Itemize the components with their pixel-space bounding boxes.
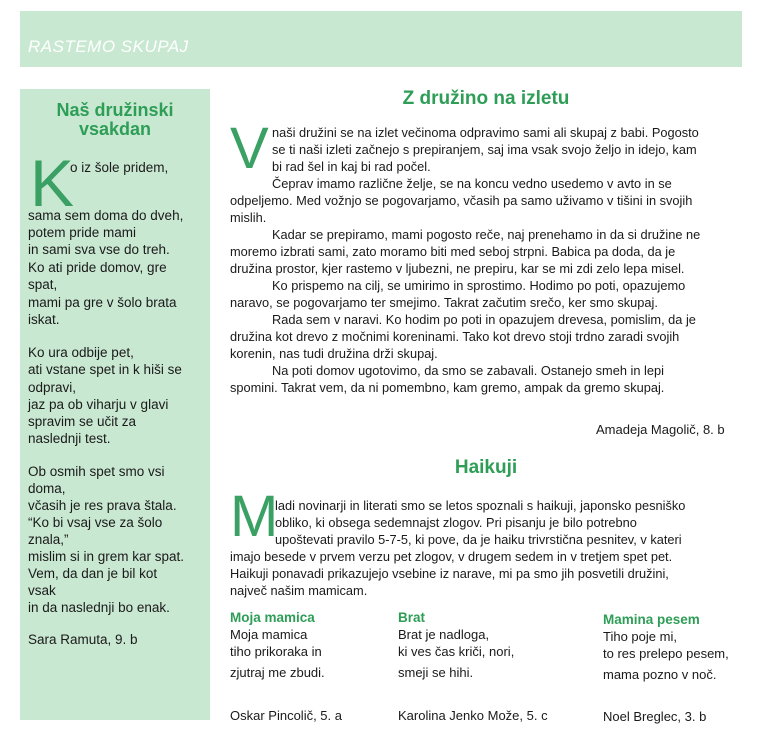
poem-line: Ko ati pride domov, gre — [28, 260, 167, 275]
article-line: Ko prispemo na cilj, se umirimo in sprostimo. Hodimo po poti, opazujemo — [272, 278, 686, 293]
article-line: naravo, se pogovarjamo ter smejimo. Takrat začutim srečo, ker smo skupaj. — [230, 295, 658, 310]
haiku-line: Brat je nadloga, — [398, 627, 490, 642]
poem-sidebar — [20, 89, 210, 720]
article-line: Na poti domov ugotovimo, da smo se zabavali. Ostanejo smeh in lepi — [272, 363, 664, 378]
poem-dropcap: K — [30, 146, 75, 220]
haiku-line: to res prelepo pesem, — [603, 646, 729, 661]
haiku-title: Moja mamica — [230, 610, 315, 625]
section-title: RASTEMO SKUPAJ — [28, 37, 189, 56]
poem-title — [20, 101, 210, 139]
poem-line: “Ko bi vsaj vse za šolo — [28, 515, 163, 530]
haiku-section-title: Haikuji — [454, 457, 518, 478]
article-line: družina prostor, kjer rastemo v ljubezni, ne prepiru, kar se mi zdi zelo lepa misel. — [230, 261, 685, 276]
poem-line: včasih je res prava štala. — [28, 498, 177, 513]
poem-line: iskat. — [28, 312, 60, 327]
article-line: mislih. — [230, 210, 267, 225]
haiku-intro-line: obliko, ki obsega sedemnajst zlogov. Pri pisanju je bilo potrebno — [275, 515, 637, 530]
article-dropcap: V — [230, 116, 269, 181]
haiku-line: mama pozno v noč. — [603, 667, 717, 682]
article-line: Kadar se prepiramo, mami pogosto reče, naj prenehamo in da si družine ne — [272, 227, 701, 242]
haiku-author: Noel Breglec, 3. b — [603, 709, 707, 724]
haiku-author: Oskar Pincolič, 5. a — [230, 708, 342, 723]
haiku-line: Tiho poje mi, — [603, 629, 677, 644]
poem-line: spat, — [28, 277, 58, 292]
poem-line: jaz pa ob viharju v glavi — [28, 397, 169, 412]
article-line: spomini. Takrat vem, da ni pomembno, kam gremo, ampak da gremo skupaj. — [230, 380, 665, 395]
section-header — [20, 11, 742, 67]
poem-line: odpravi, — [28, 380, 77, 395]
article-line: Čeprav imamo različne želje, se na koncu vedno usedemo v avto in se — [272, 176, 672, 191]
poem-line: naslednji test. — [28, 431, 111, 446]
haiku-author: Karolina Jenko Može, 5. c — [398, 708, 548, 723]
poem-line: sama sem doma do dveh, — [28, 208, 184, 223]
article-line: bi rad šel in kaj bi rad počel. — [272, 159, 431, 174]
poem-line: Vem, da dan je bil kot — [28, 566, 158, 581]
poem-line: Ko ura odbije pet, — [28, 345, 134, 360]
poem-line: doma, — [28, 481, 66, 496]
article-line: odpeljemo. Med vožnjo se pogovarjamo, včasih pa samo uživamo v tišini in svojih — [230, 193, 693, 208]
poem-title-line: vsakdan — [78, 119, 152, 139]
haiku-intro-line: ladi novinarji in literati smo se letos spoznali s haikuji, japonsko pesniško — [275, 498, 686, 513]
haiku-intro-dropcap: M — [230, 484, 279, 549]
article-line: družina kot drevo z močnimi koreninami. Tako kot drevo stoji trdno zaradi svojih — [230, 329, 680, 344]
poem-line: in sami sva vse do treh. — [28, 242, 170, 257]
article-title: Z družino na izletu — [402, 88, 570, 109]
article-line: Rada sem v naravi. Ko hodim po poti in opazujem drevesa, pomislim, da je — [272, 312, 696, 327]
haiku-line: Moja mamica — [230, 627, 308, 642]
haiku-intro-line: imajo besede v prvem verzu pet zlogov, v drugem sedem in v tretjem spet pet. — [230, 549, 673, 564]
poem-title-line: Naš družinski — [56, 100, 174, 120]
poem-line: potem pride mami — [28, 225, 137, 240]
haiku-line: ki ves čas kriči, nori, — [398, 644, 515, 659]
haiku-intro-line: Haikuji ponavadi prikazujejo vsebine iz narave, mi pa smo jih posvetili družini, — [230, 566, 669, 581]
haiku-intro-line: upoštevati pravilo 5-7-5, ki pove, da je haiku trivrstična pesnitev, v kateri — [275, 532, 682, 547]
poem-line: vsak — [28, 583, 56, 598]
article-author: Amadeja Magolič, 8. b — [596, 422, 725, 437]
poem-line: Ob osmih spet smo vsi — [28, 464, 165, 479]
poem-line: spravim se učit za — [28, 414, 137, 429]
poem-line: znala,” — [28, 532, 69, 547]
poem-line: o iz šole pridem, — [70, 160, 169, 175]
article-line: se ti naši izleti začnejo s prepiranjem, saj ima vsak svojo željo in idejo, kam — [272, 142, 697, 157]
haiku-title: Brat — [398, 610, 426, 625]
article-line: korenin, nas tudi družina drži skupaj. — [230, 346, 438, 361]
haiku-line: tiho prikoraka in — [230, 644, 322, 659]
poem-line: mami pa gre v šolo brata — [28, 295, 177, 310]
poem-author: Sara Ramuta, 9. b — [28, 632, 138, 647]
haiku-title: Mamina pesem — [603, 612, 700, 627]
haiku-line: smeji se hihi. — [398, 665, 474, 680]
haiku-intro-line: največ našim mamicam. — [230, 583, 368, 598]
poem-line: in da naslednji bo enak. — [28, 600, 170, 615]
article-line: naši družini se na izlet večinoma odpravimo sami ali skupaj z babi. Pogosto — [272, 125, 699, 140]
article-line: moremo izbrati sami, zato moramo biti med seboj strpni. Babica pa doda, da je — [230, 244, 676, 259]
poem-line: mislim si in grem kar spat. — [28, 549, 185, 564]
haiku-line: zjutraj me zbudi. — [230, 665, 325, 680]
poem-line: ati vstane spet in k hiši se — [28, 362, 182, 377]
